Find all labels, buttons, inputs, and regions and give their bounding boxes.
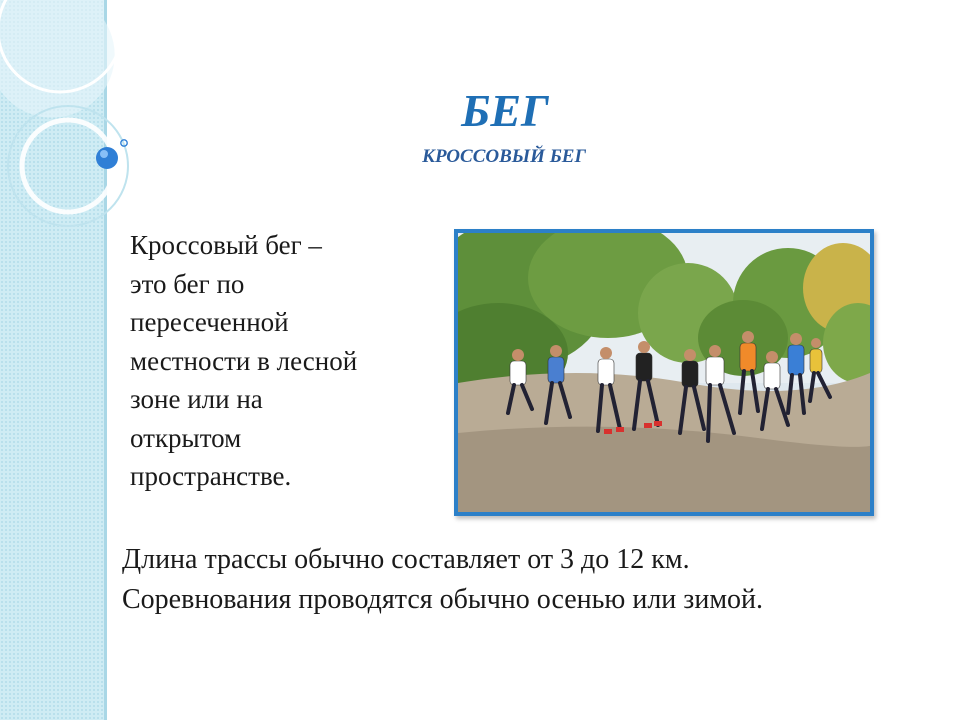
definition-line: пространстве. xyxy=(130,461,292,491)
slide-title: БЕГ xyxy=(461,85,549,136)
definition-line: это бег по xyxy=(130,268,245,299)
slide-subtitle: КРОССОВЫЙ БЕГ xyxy=(422,146,586,167)
race-photo-illustration xyxy=(458,233,870,512)
definition-text xyxy=(130,226,430,496)
competition-season-text: Соревнования проводятся обычно осенью или зимой. xyxy=(122,584,764,615)
definition-line: пересеченной xyxy=(130,307,289,337)
definition-line: Кроссовый бег – xyxy=(130,230,322,260)
definition-line: открытом xyxy=(130,422,242,453)
race-facts xyxy=(122,540,942,620)
cross-country-race-photo xyxy=(454,229,874,516)
definition-line: местности в лесной xyxy=(130,345,358,376)
track-length-text: Длина трассы обычно составляет от 3 до 12 км. xyxy=(122,544,690,575)
definition-line: зоне или на xyxy=(130,384,263,414)
